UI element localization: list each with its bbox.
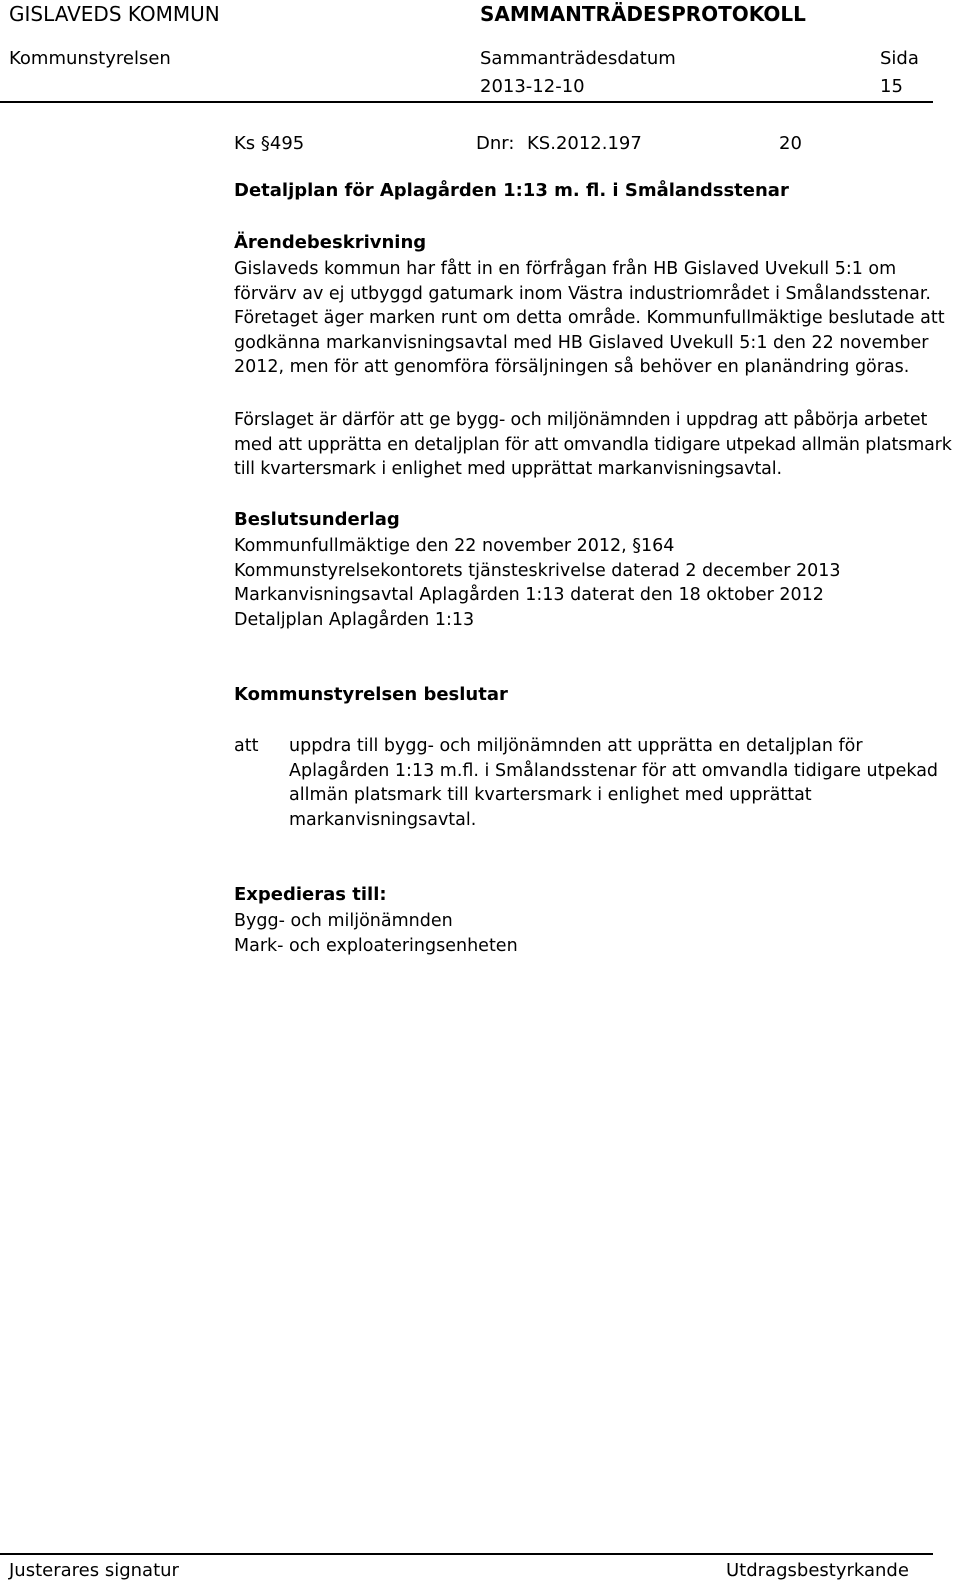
- description-heading: Ärendebeskrivning: [234, 232, 427, 253]
- header-divider: [0, 101, 933, 103]
- basis-item: Kommunfullmäktige den 22 november 2012, §164: [234, 536, 675, 556]
- certification-label: Utdragsbestyrkande: [726, 1560, 909, 1581]
- paragraph-line: till kvartersmark i enlighet med upprättat markanvisningsavtal.: [234, 459, 782, 479]
- decision-line: Aplagården 1:13 m.fl. i Smålandsstenar för att omvandla tidigare utpekad: [289, 760, 939, 781]
- paragraph-line: Företaget äger marken runt om detta område. Kommunfullmäktige beslutade att: [234, 308, 945, 328]
- decision-line: markanvisningsavtal.: [289, 809, 477, 830]
- page-number: 15: [880, 76, 903, 97]
- reviewer-signature-label: Justerares signatur: [9, 1560, 179, 1581]
- dispatch-recipient: Mark- och exploateringsenheten: [234, 935, 518, 956]
- decision-heading: Kommunstyrelsen beslutar: [234, 684, 508, 705]
- decision-line: uppdra till bygg- och miljönämnden att upprätta en detaljplan för: [289, 736, 863, 756]
- footer-divider: [0, 1553, 933, 1555]
- basis-item: Markanvisningsavtal Aplagården 1:13 daterat den 18 oktober 2012: [234, 585, 824, 605]
- description-paragraph-1: [234, 257, 946, 380]
- dispatch-heading: Expedieras till:: [234, 884, 387, 905]
- decision-text: [289, 734, 938, 832]
- dnr-value: KS.2012.197: [527, 133, 642, 154]
- paragraph-line: Förslaget är därför att ge bygg- och miljönämnden i uppdrag att påbörja arbetet: [234, 410, 928, 430]
- paragraph-line: godkänna markanvisningsavtal med HB Gislaved Uvekull 5:1 den 22 november: [234, 332, 929, 353]
- paragraph-line: förvärv av ej utbyggd gatumark inom Västra industriområdet i Smålandsstenar.: [234, 283, 931, 304]
- meeting-date-label: Sammanträdesdatum: [480, 48, 676, 69]
- basis-item: Kommunstyrelsekontorets tjänsteskrivelse daterad 2 december 2013: [234, 560, 841, 581]
- dispatch-recipient: Bygg- och miljönämnden: [234, 911, 453, 931]
- paragraph-line: med att upprätta en detaljplan för att omvandla tidigare utpekad allmän platsmark: [234, 434, 952, 455]
- municipality-name: GISLAVEDS KOMMUN: [9, 2, 220, 26]
- meeting-date: 2013-12-10: [480, 76, 585, 97]
- basis-list: [234, 534, 946, 632]
- description-paragraph-2: [234, 408, 952, 482]
- board-name: Kommunstyrelsen: [9, 48, 171, 69]
- page-label: Sida: [880, 48, 919, 69]
- case-title: Detaljplan för Aplagården 1:13 m. fl. i Smålandsstenar: [234, 180, 789, 201]
- dnr-label: Dnr:: [476, 133, 515, 154]
- decision-line: allmän platsmark till kvartersmark i enlighet med upprättat: [289, 785, 812, 805]
- paragraph-line: Gislaveds kommun har fått in en förfrågan från HB Gislaved Uvekull 5:1 om: [234, 259, 897, 279]
- case-code: 20: [779, 133, 802, 154]
- dispatch-list: [234, 909, 946, 958]
- decision-prefix: att: [234, 736, 259, 756]
- paragraph-line: 2012, men för att genomföra försäljningen så behöver en planändring göras.: [234, 357, 910, 377]
- basis-item: Detaljplan Aplagården 1:13: [234, 609, 475, 630]
- document-type: SAMMANTRÄDESPROTOKOLL: [480, 2, 806, 26]
- case-number: Ks §495: [234, 133, 305, 154]
- basis-heading: Beslutsunderlag: [234, 509, 400, 530]
